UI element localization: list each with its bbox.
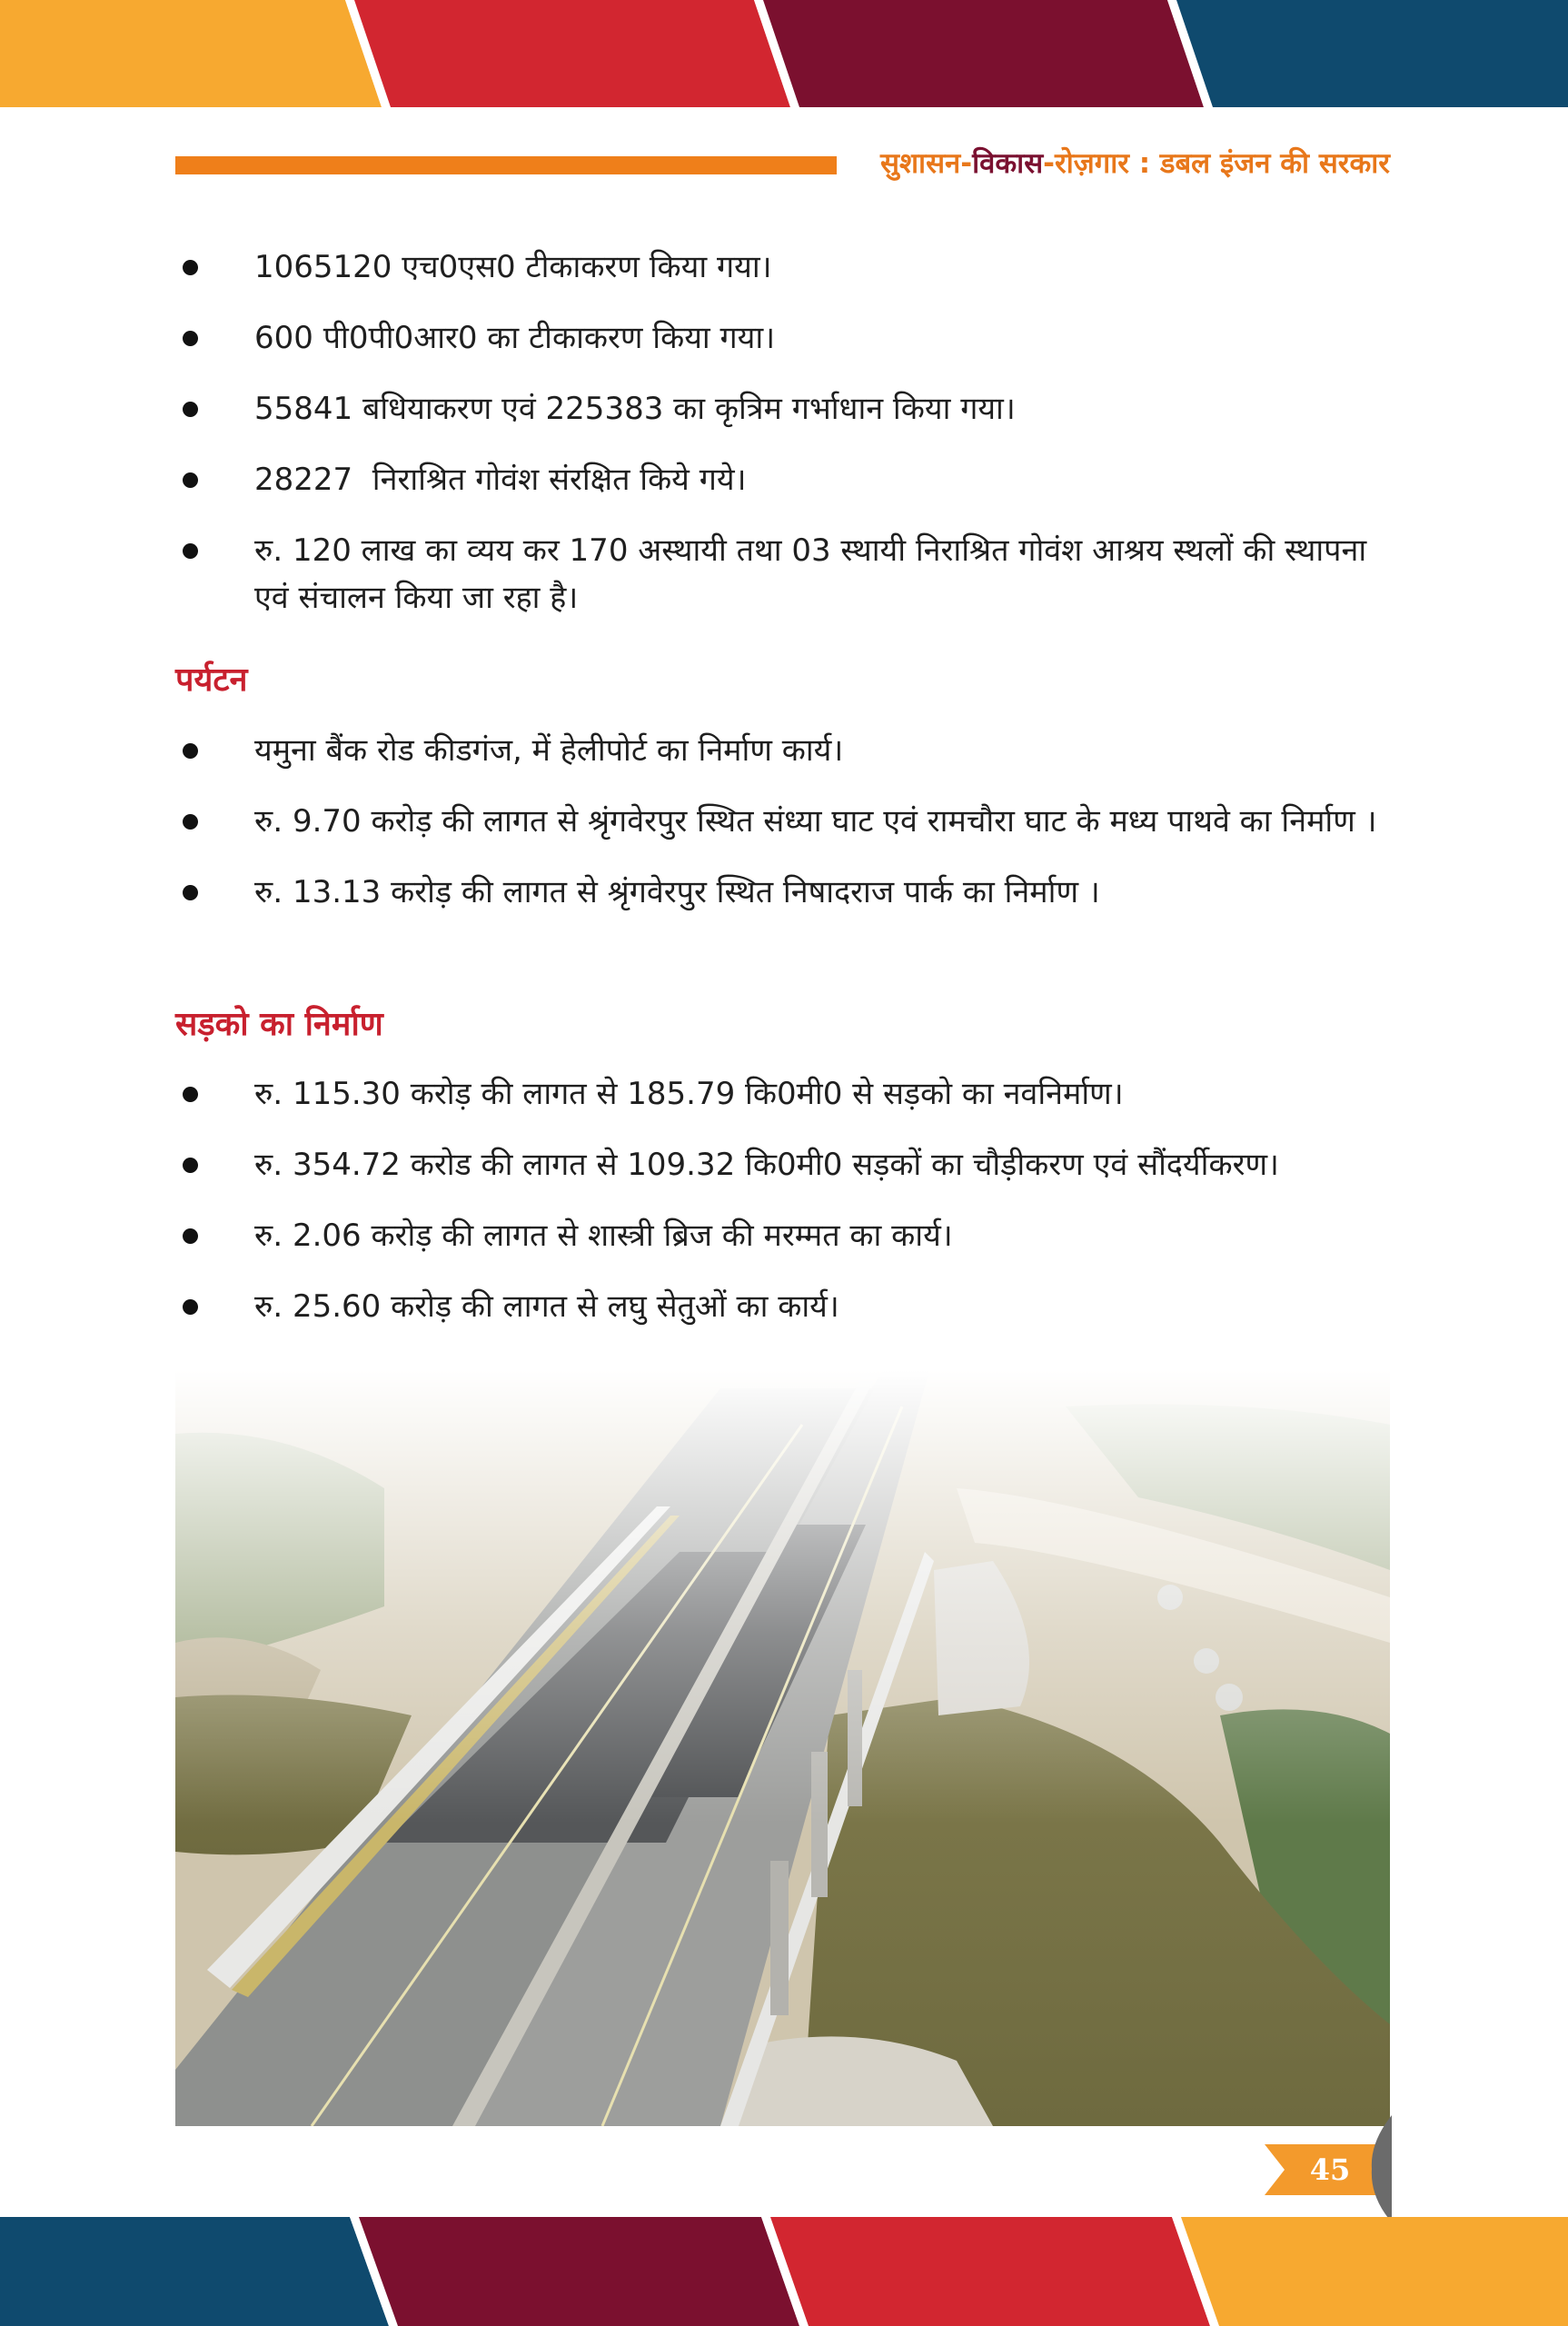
- bridge-aerial-photo: [175, 1370, 1390, 2126]
- tourism-heading: पर्यटन: [175, 661, 248, 699]
- header-title-part1: सुशासन-: [880, 147, 973, 180]
- list-item: 55841 बधियाकरण एवं 225383 का कृत्रिम गर्भाधान किया गया।: [175, 385, 1393, 432]
- header-title-part3: -रोज़गार : डबल इंजन की सरकार: [1043, 147, 1390, 180]
- list-item: रु. 13.13 करोड़ की लागत से श्रृंगवेरपुर स्थित निषादराज पार्क का निर्माण ।: [175, 869, 1393, 916]
- roads-list: [175, 1070, 1393, 1330]
- list-item: रु. 9.70 करोड़ की लागत से श्रृंगवेरपुर स्थित संध्या घाट एवं रामचौरा घाट के मध्य पाथवे का निर्माण ।: [175, 798, 1393, 845]
- list-item: रु. 2.06 करोड़ की लागत से शास्त्री ब्रिज की मरम्मत का कार्य।: [175, 1212, 1393, 1259]
- list-item: यमुना बैंक रोड कीडगंज, में हेलीपोर्ट का निर्माण कार्य।: [175, 727, 1393, 774]
- list-item: रु. 115.30 करोड़ की लागत से 185.79 कि0मी0 से सड़को का नवनिर्माण।: [175, 1070, 1393, 1118]
- page-number: 45: [1309, 2152, 1351, 2187]
- running-header-title: [854, 144, 1390, 187]
- header-accent-bar: [175, 156, 837, 174]
- roads-heading: सड़को का निर्माण: [175, 1005, 383, 1043]
- list-item: 1065120 एच0एस0 टीकाकरण किया गया।: [175, 244, 1393, 291]
- roads-section: [175, 1070, 1393, 1354]
- tourism-section: [175, 727, 1393, 939]
- header-title-part2: विकास: [972, 147, 1044, 180]
- list-item: 600 पी0पी0आर0 का टीकाकरण किया गया।: [175, 314, 1393, 362]
- livestock-section: [175, 244, 1393, 645]
- list-item: 28227 निराश्रित गोवंश संरक्षित किये गये।: [175, 456, 1393, 503]
- livestock-list: [175, 244, 1393, 621]
- tourism-list: [175, 727, 1393, 916]
- top-color-band: [0, 0, 1568, 107]
- list-item: रु. 120 लाख का व्यय कर 170 अस्थायी तथा 03 स्थायी निराश्रित गोवंश आश्रय स्थलों की स्थापना एवं संचालन किया जा रहा है।: [175, 527, 1393, 621]
- page-curl-decoration: [1370, 2115, 1392, 2222]
- bottom-color-band: [0, 2217, 1568, 2326]
- list-item: रु. 354.72 करोड की लागत से 109.32 कि0मी0 सड़कों का चौड़ीकरण एवं सौंदर्यीकरण।: [175, 1141, 1393, 1188]
- list-item: रु. 25.60 करोड़ की लागत से लघु सेतुओं का कार्य।: [175, 1283, 1393, 1330]
